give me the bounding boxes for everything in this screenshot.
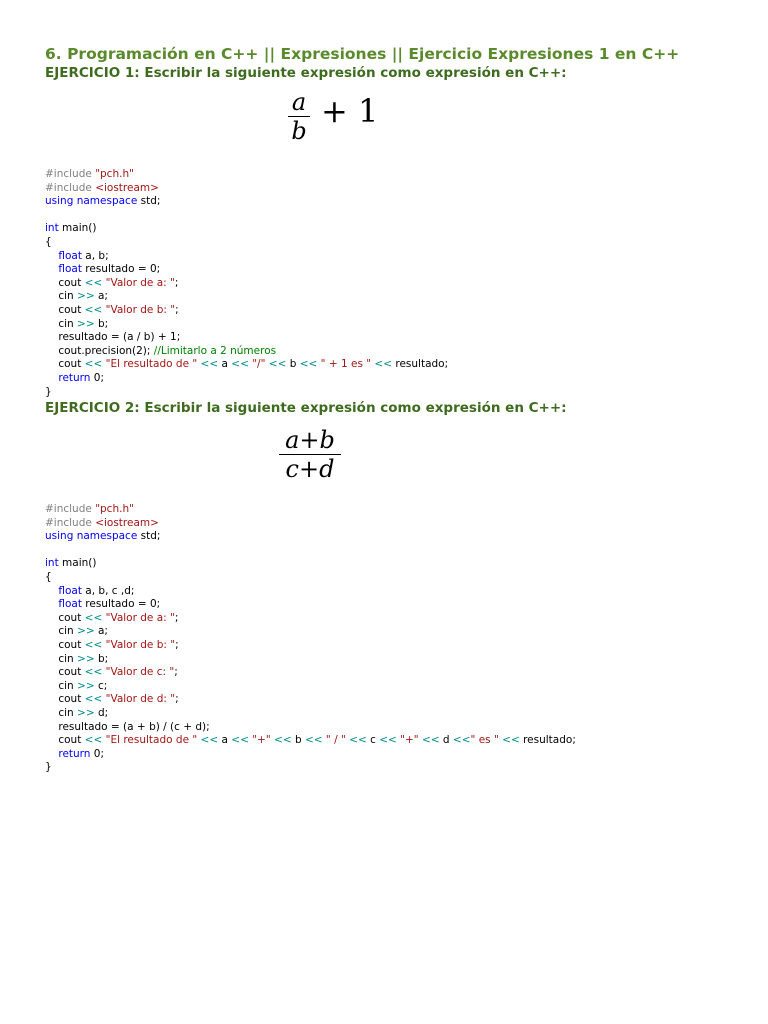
code-token: ; — [175, 639, 179, 652]
code-token: float — [58, 584, 82, 597]
code-token: 0; — [90, 371, 105, 384]
code-token: return — [58, 371, 91, 384]
code-token: ; — [175, 303, 179, 316]
code-token: "pch.h" — [95, 168, 134, 180]
code-token: a; — [94, 290, 108, 303]
code-token: } — [45, 385, 52, 398]
code-token: int — [45, 222, 59, 235]
code-token: <iostream> — [95, 181, 159, 194]
code-token: "El resultado de " — [102, 358, 201, 371]
code-token: <iostream> — [95, 516, 159, 529]
code-token: a, b; — [81, 249, 109, 262]
code-token: #include — [45, 503, 92, 516]
exercise1-numerator: a — [291, 88, 307, 116]
code-token: a — [218, 734, 232, 747]
code-token: ; — [174, 611, 179, 624]
code-token: resultado; — [392, 358, 449, 371]
code-token: "Valor de b: " — [102, 639, 176, 652]
code-token: cout — [58, 611, 85, 624]
code-token: } — [45, 761, 52, 774]
exercise1-formula — [45, 82, 745, 168]
exercise2-code — [45, 503, 745, 775]
code-token: #include — [45, 516, 92, 529]
code-token: << — [84, 734, 103, 747]
code-token: "Valor de b: " — [102, 303, 176, 316]
code-token: << — [502, 734, 520, 747]
code-token: b — [286, 358, 300, 371]
code-token: main() — [58, 557, 97, 570]
code-token: << — [84, 693, 103, 706]
code-token: << — [421, 734, 440, 747]
code-token: cin — [58, 290, 78, 303]
code-token: cout — [58, 358, 85, 371]
code-token: "Valor de c: " — [102, 666, 175, 679]
code-token: d — [439, 734, 453, 747]
code-token: cin — [58, 317, 78, 330]
code-token: c; — [94, 679, 108, 692]
code-token: << — [84, 639, 103, 652]
code-token: d; — [94, 707, 109, 719]
document-page — [45, 44, 745, 775]
code-token: using namespace — [45, 530, 138, 543]
code-token: std; — [137, 195, 161, 208]
code-token: << — [231, 734, 249, 747]
code-token: float — [58, 263, 82, 276]
code-token: b; — [94, 652, 109, 665]
exercise1-heading: EJERCICIO 1: Escribir la siguiente expresión como expresión en C++: — [45, 65, 567, 81]
code-token: b — [291, 734, 305, 747]
code-token: >> — [77, 317, 95, 330]
code-token: a — [218, 358, 232, 371]
code-token: "Valor de a: " — [102, 276, 175, 289]
code-token: "+" — [248, 734, 275, 747]
code-token: cin — [58, 625, 78, 638]
code-token: resultado = (a / b) + 1; — [58, 331, 181, 344]
code-token: resultado = 0; — [81, 263, 161, 276]
code-token: #include — [45, 181, 92, 194]
code-token: << — [231, 358, 249, 371]
code-token: cin — [58, 679, 78, 692]
code-token: float — [58, 249, 82, 262]
code-token: " + 1 es " — [317, 358, 375, 371]
code-token: float — [58, 598, 82, 611]
code-token: return — [58, 747, 91, 760]
code-token: << — [268, 358, 287, 371]
code-token: << — [84, 666, 103, 679]
code-token: c — [366, 734, 380, 747]
code-token: "+" — [396, 734, 422, 747]
exercise1-denominator: b — [291, 117, 307, 145]
code-token: >> — [77, 679, 95, 692]
code-token: << — [200, 358, 219, 371]
code-token: >> — [77, 625, 95, 638]
code-token: ; — [174, 276, 179, 289]
code-token: resultado; — [519, 734, 576, 747]
code-token: { — [45, 571, 52, 584]
code-token: cout — [58, 666, 85, 679]
code-token: cin — [58, 707, 78, 719]
code-token: << — [374, 358, 393, 371]
exercise2-fraction — [279, 427, 341, 482]
code-token: >> — [77, 652, 95, 665]
code-token: //Limitarlo a 2 números — [153, 344, 277, 357]
code-token: cout — [58, 734, 85, 747]
code-token: std; — [137, 530, 161, 543]
code-token: << — [274, 734, 292, 747]
code-token: a; — [94, 625, 108, 638]
exercise2-heading: EJERCICIO 2: Escribir la siguiente expresión como expresión en C++: — [45, 400, 567, 417]
code-token: "Valor de d: " — [102, 693, 176, 706]
code-token: << — [84, 358, 103, 371]
code-token: resultado = 0; — [81, 598, 161, 611]
exercise1-plus-one: + 1 — [321, 92, 379, 130]
code-token: 0; — [90, 747, 105, 760]
code-token: >> — [77, 707, 95, 719]
code-token: >> — [77, 290, 95, 303]
code-token: ; — [175, 693, 179, 706]
page-title: 6. Programación en C++ || Expresiones || Ejercicio Expresiones 1 en C++ — [45, 45, 680, 63]
code-token: "Valor de a: " — [102, 611, 175, 624]
code-token: << — [200, 734, 219, 747]
code-token: << — [452, 734, 471, 747]
code-token: << — [84, 611, 103, 624]
code-token: "El resultado de " — [102, 734, 201, 747]
code-token: cout — [58, 303, 85, 316]
code-token: using namespace — [45, 195, 138, 208]
exercise1-code — [45, 168, 745, 399]
code-token: cout — [58, 276, 85, 289]
code-token: << — [304, 734, 323, 747]
code-token: ; — [174, 666, 178, 679]
code-token: #include — [45, 168, 92, 180]
code-token: { — [45, 235, 52, 248]
code-token: << — [379, 734, 397, 747]
code-token: cout.precision(2); — [58, 344, 154, 357]
code-token: cin — [58, 652, 78, 665]
code-token: cout — [58, 693, 85, 706]
exercise2-numerator: a+b — [285, 426, 335, 455]
code-token: "/" — [248, 358, 269, 371]
code-token: << — [299, 358, 318, 371]
code-token: << — [349, 734, 367, 747]
code-token: int — [45, 557, 59, 570]
code-token: " / " — [322, 734, 350, 747]
code-token: << — [84, 276, 103, 289]
code-token: " es " — [470, 734, 503, 747]
code-token: a, b, c ,d; — [81, 584, 135, 597]
code-token: main() — [58, 222, 97, 235]
exercise2-denominator: c+d — [285, 455, 335, 484]
code-token: cout — [58, 639, 85, 652]
exercise1-fraction — [288, 89, 310, 144]
code-token: << — [84, 303, 103, 316]
code-token: b; — [94, 317, 109, 330]
code-token: resultado = (a + b) / (c + d); — [58, 720, 210, 733]
exercise2-formula — [45, 417, 745, 503]
code-token: "pch.h" — [95, 503, 134, 516]
